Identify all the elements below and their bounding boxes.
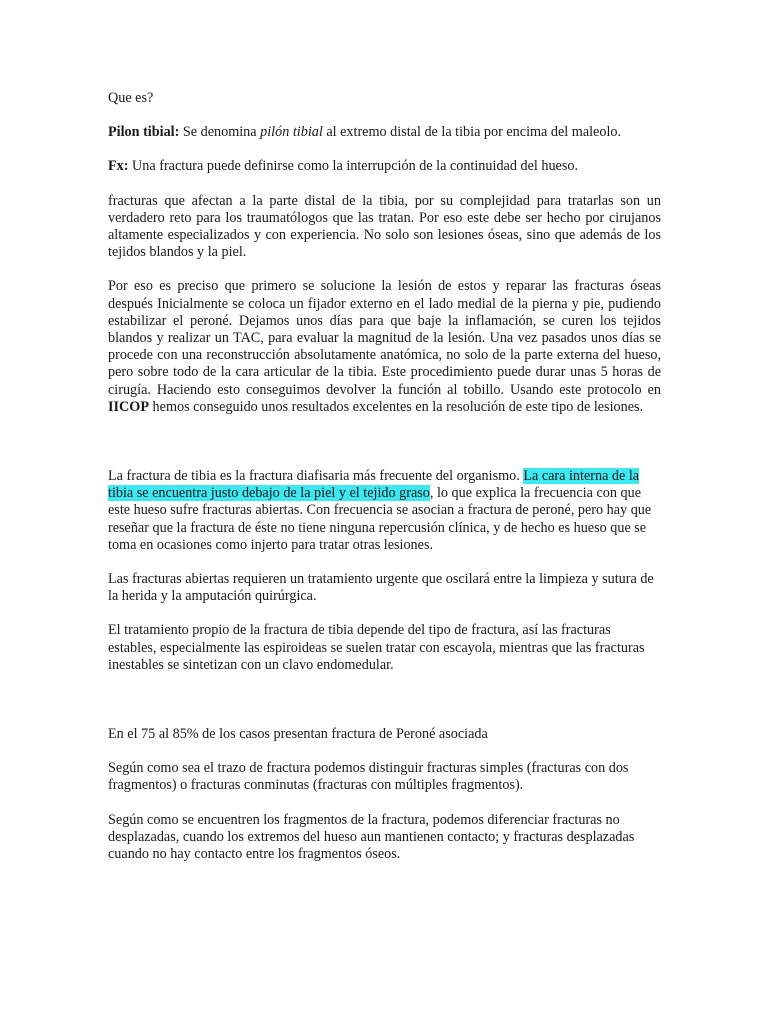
fx-text: Una fractura puede definirse como la interrupción de la continuidad del hueso. [128,158,578,175]
pilon-term: Pilon tibial: [108,124,180,141]
diafisaria-pre: La fractura de tibia es la fractura diafisaria más frecuente del organismo. [108,468,524,485]
procedure-paragraph [108,278,661,416]
tratamiento-paragraph: El tratamiento propio de la fractura de tibia depende del tipo de fractura, así las fracturas estables, especialmente las espiroideas se suelen tratar con escayola, mientras que las fracturas inestables se sintetizan con un clavo endomedular. [108,622,645,673]
document-page [108,90,661,880]
que-es-heading: Que es? [108,90,154,106]
pilon-post: al extremo distal de la tibia por encima del maleolo. [322,124,622,141]
procedure-post: hemos conseguido unos resultados excelentes en la resolución de este tipo de lesiones. [149,398,644,415]
pilon-italic: pilón tibial [260,124,323,141]
diafisaria-post: , lo que explica la frecuencia con que este hueso sufre fracturas abiertas. Con frecuencia se asocian a fractura de peroné, pero hay que reseñar que la fractura de éste no tiene ninguna repercusión clínica, y de hecho es hueso que se toma en ocasiones como injerto para tratar otras lesiones. [108,485,652,553]
fx-term: Fx: [108,158,129,175]
fragmentos-paragraph: Según como se encuentren los fragmentos de la fractura, podemos diferenciar fracturas no desplazadas, cuando los extremos del hueso aun mantienen contacto; y fracturas desplazadas cuando no hay contacto entre los fragmentos óseos. [108,811,635,863]
highlighted-text: La cara interna de la tibia se encuentra justo debajo de la piel y el tejido graso [108,468,640,502]
pilon-definition [108,124,661,141]
pilon-pre: Se denomina [179,124,261,141]
fx-definition [108,158,661,175]
trazo-paragraph: Según como sea el trazo de fractura podemos distinguir fracturas simples (fracturas con dos fragmentos) o fracturas conminutas (fracturas con múltiples fragmentos). [108,760,629,794]
procedure-pre: Por eso es preciso que primero se solucione la lesión de estos y reparar las fracturas óseas después Inicialmente se coloca un fijador externo en el lado medial de la pierna y pie, pudiendo estabilizar el peroné. Dejamos unos días para que baje la inflamación, se curen los tejidos blandos y realizar un TAC, para evaluar la magnitud de la lesión. Una vez pasados unos días se procede con una reconstrucción absolutamente anatómica, no solo de la parte externa del hueso, pero sobre todo de la cara articular de la tibia. Este procedimiento puede durar unas 5 horas de cirugía. Haciendo esto conseguimos devolver la función al tobillo. Usando este protocolo en [108,278,661,398]
porcentaje-paragraph: En el 75 al 85% de los casos presentan fractura de Peroné asociada [108,726,488,743]
distal-fractures-paragraph: fracturas que afectan a la parte distal de la tibia, por su complejidad para tratarlas son un verdadero reto para los traumatólogos que las tratan. Por eso este debe ser hecho por cirujanos altamente especializados y con experiencia. No solo son lesiones óseas, sino que además de los tejidos blandos y la piel. [108,192,661,261]
diafisaria-paragraph [108,468,661,554]
procedure-bold: IICOP [108,398,149,415]
abiertas-paragraph: Las fracturas abiertas requieren un tratamiento urgente que oscilará entre la limpieza y sutura de la herida y la amputación quirúrgica. [108,571,654,605]
